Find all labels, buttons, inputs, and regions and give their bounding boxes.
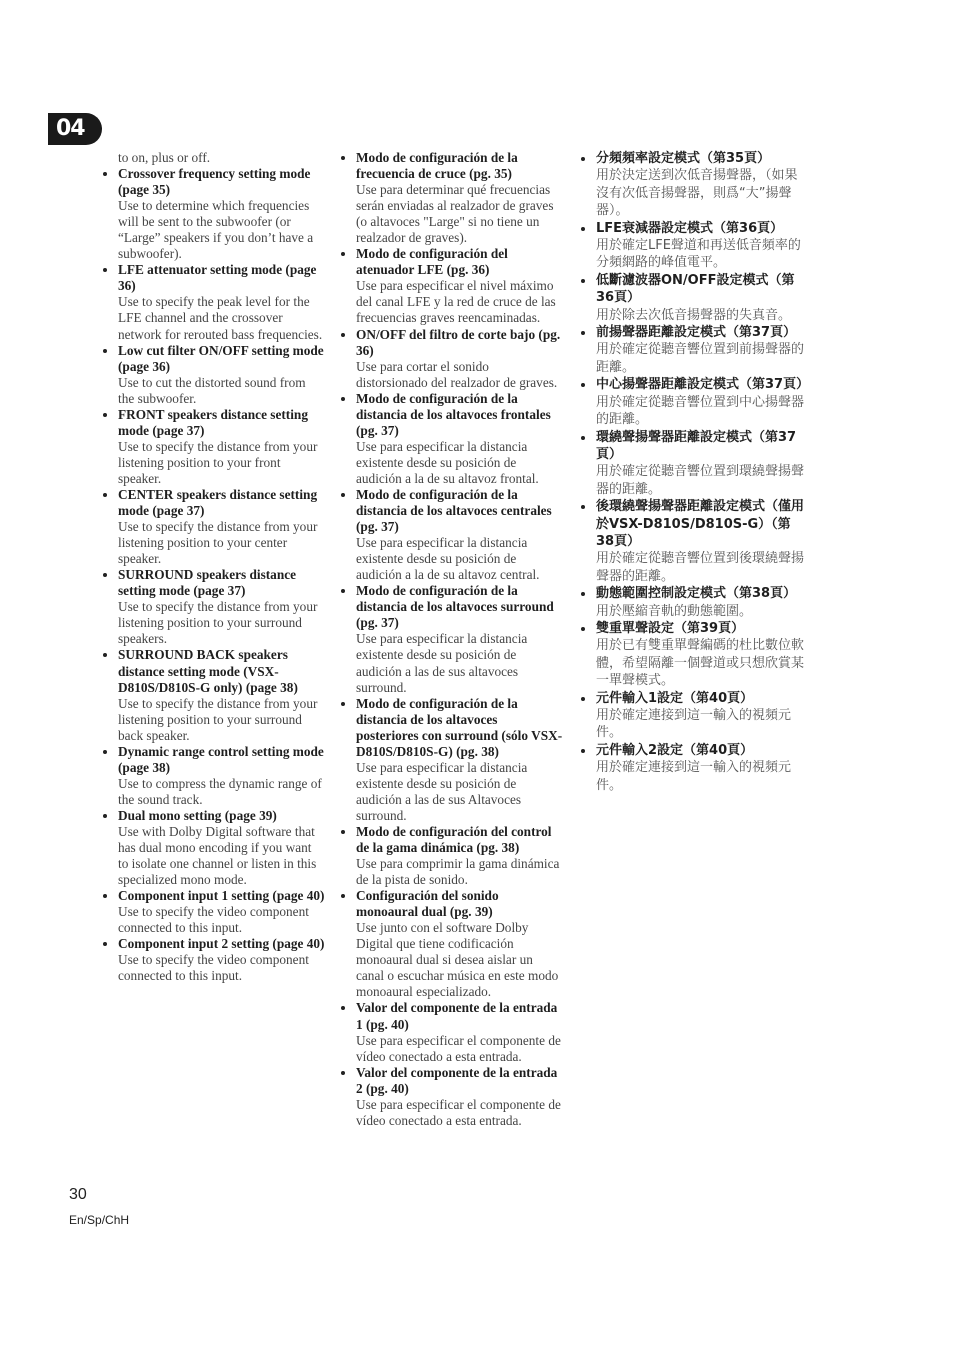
item-title: 雙重單聲設定（第39頁）	[596, 620, 745, 636]
list-item	[338, 888, 563, 1000]
list-item	[100, 567, 325, 647]
item-description: Use to specify the peak level for the LFE channel and the crossover network for rerouted bass frequencies.	[118, 294, 323, 342]
item-title: 動態範圍控制設定模式（第38頁）	[596, 586, 797, 602]
item-title: Modo de configuración de la distancia de los altavoces frontales (pg. 37)	[356, 390, 551, 438]
list-item	[100, 888, 325, 936]
item-title: 低斷濾波器ON/OFF設定模式（第36頁）	[596, 272, 795, 306]
item-title: Dual mono setting (page 39)	[118, 807, 277, 823]
chapter-tab: 04	[48, 113, 102, 145]
item-title: Configuración del sonido monoaural dual (pg. 39)	[356, 888, 499, 920]
item-title: 後環繞聲揚聲器距離設定模式（僅用於VSX-D810S/D810S-G）（第38頁）	[596, 499, 805, 549]
list-item	[338, 1000, 563, 1064]
list-item	[578, 376, 810, 428]
english-setting-list	[100, 166, 325, 984]
item-title: LFE衰減器設定模式（第36頁）	[596, 220, 784, 236]
list-item	[338, 391, 563, 487]
list-item	[100, 343, 325, 407]
list-item	[338, 246, 563, 326]
list-item	[578, 324, 806, 376]
list-item	[100, 808, 325, 888]
list-item	[100, 487, 325, 567]
list-item	[578, 620, 806, 690]
english-lead-text: to on, plus or off.	[118, 150, 211, 165]
item-description: Use to specify the distance from your listening position to your center speaker.	[118, 519, 318, 567]
item-description: Use to specify the distance from your listening position to your front speaker.	[118, 438, 318, 486]
item-title: ON/OFF del filtro de corte bajo (pg. 36)	[356, 326, 561, 358]
item-title: 元件輸入1設定（第40頁）	[596, 690, 754, 706]
item-title: Valor del componente de la entrada 2 (pg. 40)	[356, 1064, 558, 1096]
item-description: 用於確定連接到這一輸入的視頻元件。	[596, 708, 792, 741]
list-item	[100, 936, 325, 984]
item-title: Dynamic range control setting mode (page 38)	[118, 743, 324, 775]
item-description: 用於確定連接到這一輸入的視頻元件。	[596, 760, 792, 793]
item-title: 分頻頻率設定模式（第35頁）	[596, 151, 771, 166]
item-description: Use to specify the distance from your listening position to your surround back speaker.	[118, 695, 318, 743]
item-title: Valor del componente de la entrada 1 (pg. 40)	[356, 1000, 558, 1032]
item-description: Use para especificar el nivel máximo del canal LFE y la red de cruce de las frecuencias graves reencaminadas.	[356, 278, 556, 326]
item-description: Use to cut the distorted sound from the subwoofer.	[118, 374, 306, 406]
list-item	[338, 487, 563, 583]
list-item	[578, 690, 806, 742]
item-title: LFE attenuator setting mode (page 36)	[118, 262, 317, 294]
page-number: 30	[69, 1186, 87, 1203]
list-item	[338, 150, 563, 246]
item-title: Component input 2 setting (page 40)	[118, 936, 325, 952]
item-description: Use para especificar la distancia existente desde su posición de audición a las de sus Altavoces surround.	[356, 759, 528, 823]
list-item	[100, 166, 325, 262]
list-item	[100, 647, 325, 743]
spanish-setting-list	[338, 150, 563, 1129]
item-title: Crossover frequency setting mode (page 35)	[118, 166, 311, 198]
item-description: Use with Dolby Digital software that has dual mono encoding if you want to isolate one channel or listen in this specialized mono mode.	[118, 823, 317, 888]
spanish-column	[338, 150, 563, 1129]
item-description: Use to specify the distance from your listening position to your surround speakers.	[118, 599, 318, 647]
item-description: 用於確定從聽音響位置到環繞聲揚聲器的距離。	[596, 464, 805, 497]
item-description: Use para cortar el sonido distorsionado del realzador de graves.	[356, 358, 558, 390]
list-item	[578, 220, 806, 272]
item-title: Modo de configuración del atenuador LFE (pg. 36)	[356, 246, 508, 278]
item-description: 用於確定LFE聲道和再送低音頻率的分頻網路的峰值電平。	[596, 238, 801, 271]
item-description: 用於壓縮音軌的動態範圍。	[596, 603, 753, 619]
item-title: 元件輸入2設定（第40頁）	[596, 742, 754, 758]
item-title: Modo de configuración del control de la gama dinámica (pg. 38)	[356, 823, 552, 856]
list-item	[338, 696, 563, 824]
item-description: 用於決定送到次低音揚聲器，（如果沒有次低音揚聲器，則爲“大”揚聲器）。	[596, 168, 798, 219]
list-item	[338, 1065, 563, 1129]
list-item	[338, 824, 563, 888]
item-description: Use para especificar el componente de vídeo conectado a esta entrada.	[356, 1096, 561, 1128]
item-description: Use para especificar el componente de vídeo conectado a esta entrada.	[356, 1032, 561, 1064]
item-description: 用於確定從聽音響位置到後環繞聲揚聲器的距離。	[596, 551, 805, 584]
item-description: Use para especificar la distancia existente desde su posición de audición a la de su altavoz central.	[356, 535, 540, 583]
chinese-setting-list	[578, 150, 810, 794]
item-description: Use para comprimir la gama dinámica de la pista de sonido.	[356, 856, 560, 888]
list-item	[578, 150, 806, 220]
list-item	[338, 583, 563, 695]
list-item	[338, 327, 563, 391]
chinese-column	[578, 150, 810, 794]
language-codes: En/Sp/ChH	[69, 1213, 130, 1227]
item-title: 前揚聲器距離設定模式（第37頁）	[596, 325, 797, 341]
item-title: SURROUND BACK speakers distance setting mode (VSX-D810S/D810S-G only) (page 38)	[118, 647, 298, 695]
list-item	[578, 742, 806, 794]
list-item	[578, 272, 806, 324]
list-item	[100, 262, 325, 342]
item-title: 中心揚聲器距離設定模式（第37頁）	[596, 377, 810, 393]
item-title: FRONT speakers distance setting mode (page 37)	[118, 406, 308, 438]
list-item	[100, 744, 325, 808]
list-item	[578, 498, 806, 585]
item-title: CENTER speakers distance setting mode (page 37)	[118, 486, 318, 519]
item-description: 用於確定從聽音響位置到中心揚聲器的距離。	[596, 394, 805, 428]
item-description: Use to specify the video component connected to this input.	[118, 904, 309, 936]
item-description: Use to specify the video component connected to this input.	[118, 952, 309, 984]
english-column	[100, 150, 325, 984]
item-title: 環繞聲揚聲器距離設定模式（第37頁）	[596, 429, 797, 462]
item-description: 用於已有雙重單聲編碼的杜比數位軟體，希望隔離一個聲道或只想欣賞某一單聲模式。	[596, 638, 805, 689]
item-title: Modo de configuración de la frecuencia de cruce (pg. 35)	[356, 150, 518, 182]
item-description: Use para especificar la distancia existente desde su posición de audición a las de sus altavoces surround.	[356, 631, 528, 695]
item-title: Modo de configuración de la distancia de los altavoces surround (pg. 37)	[356, 583, 554, 631]
item-title: Modo de configuración de la distancia de los altavoces centrales (pg. 37)	[356, 486, 552, 535]
item-description: Use to compress the dynamic range of the sound track.	[118, 775, 322, 807]
item-title: Low cut filter ON/OFF setting mode (page 36)	[118, 342, 324, 374]
item-description: Use to determine which frequencies will be sent to the subwoofer (or “Large” speakers if you don’t have a subwoofer).	[118, 198, 314, 262]
item-title: Component input 1 setting (page 40)	[118, 888, 325, 904]
list-item	[578, 585, 806, 620]
item-title: Modo de configuración de la distancia de los altavoces posteriores con surround (sólo VSX-D810S/D810S-G) (pg. 38)	[356, 695, 563, 759]
item-description: 用於確定從聽音響位置到前揚聲器的距離。	[596, 342, 805, 375]
list-item	[578, 429, 806, 499]
item-description: Use junto con el software Dolby Digital que tiene codificación monoaural dual si desea aislar un canal o escuchar música en este modo monoaural especializado.	[356, 920, 559, 1000]
item-description: Use para determinar qué frecuencias serán enviadas al realzador de graves (o altavoces "Large" si no tiene un realzador de graves).	[356, 182, 554, 246]
item-title: SURROUND speakers distance setting mode (page 37)	[118, 567, 297, 599]
item-description: 用於除去次低音揚聲器的失真音。	[596, 307, 792, 323]
list-item	[100, 407, 325, 487]
item-description: Use para especificar la distancia existente desde su posición de audición a la de su altavoz frontal.	[356, 438, 539, 486]
